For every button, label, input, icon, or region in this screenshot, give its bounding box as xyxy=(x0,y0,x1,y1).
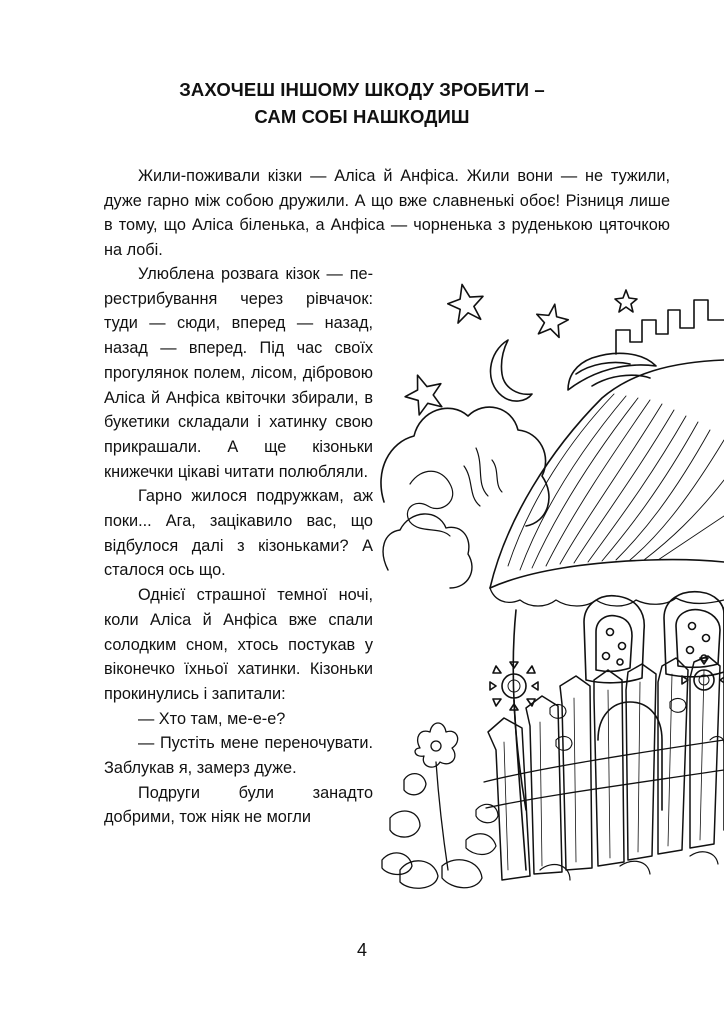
illustration-svg xyxy=(380,270,724,910)
paragraph-2: Гарно жилося подружкам, аж поки... Ага, зацікавило вас, що відбулося далі з кізоньками? А сталося ось що. xyxy=(104,487,373,580)
page-title xyxy=(0,76,724,130)
flower-icon xyxy=(382,723,482,888)
door-icon xyxy=(598,702,662,810)
paragraph-3: Однієї страшної темної ночі, коли Аліса й Анфіса вже спали солодким сном, хтось постукав у віконечко їхньої хатинки. Кізоньки прокинулись і запитали: xyxy=(104,586,373,703)
star-icon xyxy=(444,281,487,326)
paragraph-4: Подруги були занадто добрими, тож ніяк не могли xyxy=(104,783,373,827)
dialogue-line-1: — Хто там, ме-е-е? xyxy=(138,709,286,728)
title-line-1: ЗАХОЧЕШ ІНШОМУ ШКОДУ ЗРОБИТИ – xyxy=(179,79,545,100)
title-line-2: САМ СОБІ НАШКОДИШ xyxy=(254,106,470,127)
moon-icon xyxy=(491,340,532,401)
star-icon xyxy=(400,369,449,418)
dialogue-line-2: — Пустіть мене переночувати. Заблукав я, замерз дуже. xyxy=(104,734,373,778)
cottage-night-illustration-icon xyxy=(380,270,724,910)
star-icon xyxy=(615,290,637,312)
intro-paragraph: Жили-поживали кізки — Аліса й Анфіса. Жили вони — не тужили, дуже гарно між собою дружили. А що вже славненькі обоє! Різниця лише в тому, що Аліса біленька, а Анфіса — чорненька з руденькою цяточкою на лобі. xyxy=(104,167,670,260)
star-icon xyxy=(533,301,570,338)
intro-block xyxy=(104,164,670,263)
page-number: 4 xyxy=(356,940,367,960)
window-icon xyxy=(584,596,644,683)
text-column xyxy=(104,262,373,830)
paragraph-1: Улюблена розвага кізок — перестрибування через рівчачок: туди — сюди, вперед — назад, назад — вперед. Під час своїх прогулянок полем, лісом, дібровою Аліса й Анфіса квіточки збирали, в букетики складали і хатинку свою прикрашали. А ще кізоньки книжечки цікаві читати полюбляли. xyxy=(104,265,373,481)
